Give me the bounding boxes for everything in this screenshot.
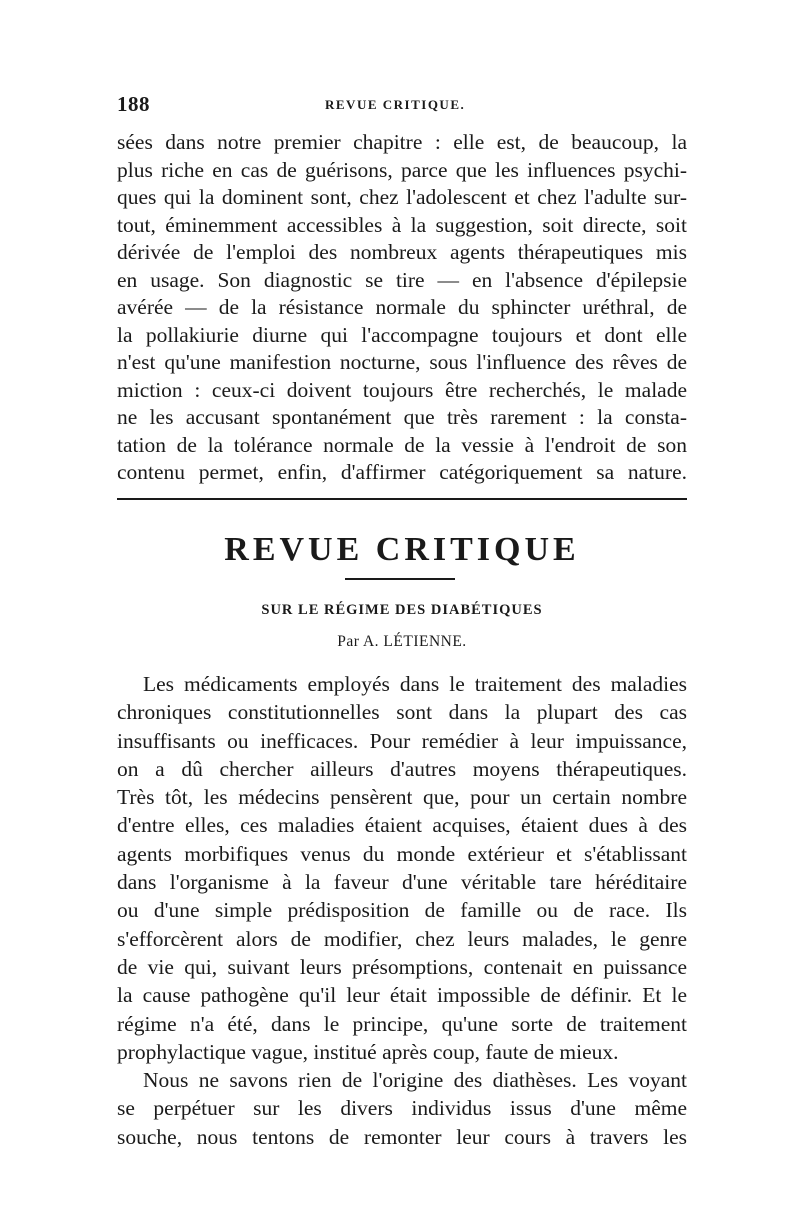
text-line: Très tôt, les médecins pensèrent que, pour un certain nombre bbox=[117, 785, 687, 810]
running-title: REVUE CRITIQUE. bbox=[325, 97, 466, 112]
text-line: en usage. Son diagnostic se tire — en l'absence d'épilepsie bbox=[117, 267, 687, 292]
text-line: Les médicaments employés dans le traitement des maladies bbox=[143, 672, 687, 696]
text-line: n'est qu'une manifestion nocturne, sous l'influence des rêves de bbox=[117, 350, 687, 374]
text-line: miction : ceux-ci doivent toujours être recherchés, le malade bbox=[117, 377, 687, 402]
text-line: chroniques constitutionnelles sont dans la plupart des cas bbox=[117, 700, 687, 725]
text-line: d'entre elles, ces maladies étaient acquises, étaient dues à des bbox=[117, 813, 687, 838]
running-head bbox=[117, 92, 687, 122]
text-line: ques qui la dominent sont, chez l'adolescent et chez l'adulte sur- bbox=[117, 185, 687, 209]
page-number: 188 bbox=[117, 92, 150, 116]
text-line: plus riche en cas de guérisons, parce que les influences psychi- bbox=[117, 157, 687, 182]
first-paragraph bbox=[117, 129, 687, 487]
text-line: ou d'une simple prédisposition de famille ou de race. Ils bbox=[117, 898, 687, 923]
text-line: insuffisants ou inefficaces. Pour remédier à leur impuissance, bbox=[117, 728, 687, 753]
article-subtitle: SUR LE RÉGIME DES DIABÉTIQUES bbox=[261, 602, 543, 618]
text-line: agents morbifiques venus du monde extérieur et s'établissant bbox=[117, 841, 687, 866]
text-line: la cause pathogène qu'il leur était impossible de définir. Et le bbox=[117, 983, 687, 1008]
text-line: dans l'organisme à la faveur d'une véritable tare héréditaire bbox=[117, 870, 687, 895]
article-title: REVUE CRITIQUE bbox=[224, 531, 580, 568]
text-line: avérée — de la résistance normale du sphincter uréthral, de bbox=[117, 295, 687, 319]
text-line: de vie qui, suivant leurs présomptions, contenait en puissance bbox=[117, 954, 687, 979]
text-line: dérivée de l'emploi des nombreux agents thérapeutiques mis bbox=[117, 240, 687, 264]
text-line: la pollakiurie diurne qui l'accompagne toujours et dont elle bbox=[117, 322, 687, 347]
text-line: contenu permet, enfin, d'affirmer catégoriquement sa nature. bbox=[117, 460, 687, 484]
text-line: sées dans notre premier chapitre : elle est, de beaucoup, la bbox=[117, 130, 687, 154]
text-line: se perpétuer sur les divers individus issus d'une même bbox=[117, 1096, 687, 1121]
article-byline: Par A. LÉTIENNE. bbox=[337, 633, 467, 650]
title-underline bbox=[345, 578, 455, 580]
text-line: Nous ne savons rien de l'origine des diathèses. Les voyant bbox=[143, 1068, 687, 1093]
text-line: ne les accusant spontanément que très rarement : la consta- bbox=[117, 405, 687, 429]
section-divider bbox=[117, 498, 687, 500]
text-line: on a dû chercher ailleurs d'autres moyens thérapeutiques. bbox=[117, 756, 687, 781]
article-body bbox=[117, 670, 687, 1151]
text-line: s'efforcèrent alors de modifier, chez leurs malades, le genre bbox=[117, 926, 687, 951]
text-line: tout, éminemment accessibles à la suggestion, soit directe, soit bbox=[117, 212, 687, 237]
text-line: prophylactique vague, institué après coup, faute de mieux. bbox=[117, 1039, 619, 1064]
text-line: souche, nous tentons de remonter leur cours à travers les bbox=[117, 1124, 687, 1149]
text-line: tation de la tolérance normale de la vessie à l'endroit de son bbox=[117, 432, 687, 457]
text-line: régime n'a été, dans le principe, qu'une sorte de traitement bbox=[117, 1011, 687, 1036]
